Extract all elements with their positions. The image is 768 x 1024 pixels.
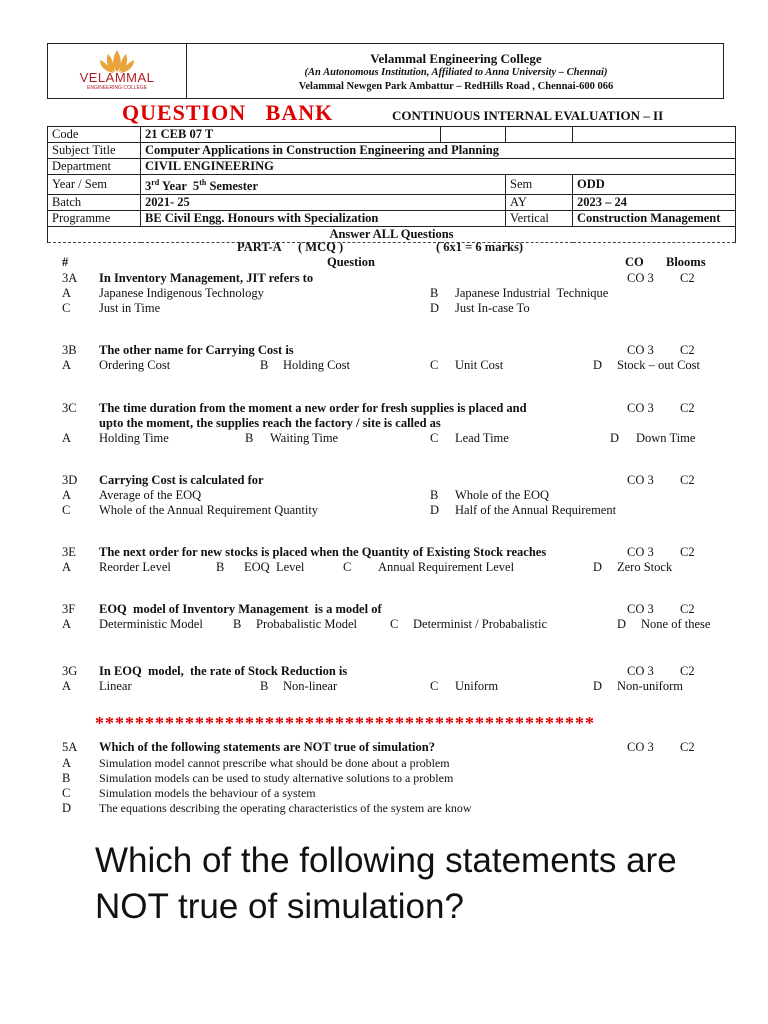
- col-blooms: Blooms: [666, 255, 706, 269]
- q3g-option-text: Uniform: [455, 679, 499, 693]
- q3f-option-key: C: [390, 617, 399, 631]
- q3c-option-text: Down Time: [636, 431, 696, 445]
- q3f-option-text: Deterministic Model: [99, 617, 203, 631]
- q5a-option-key: B: [62, 771, 71, 785]
- q3a-blooms: C2: [680, 271, 695, 285]
- q3g-text: In EOQ model, the rate of Stock Reduction is: [99, 664, 348, 678]
- code-value: 21 CEB 07 T: [141, 127, 441, 143]
- col-question: Question: [327, 255, 375, 269]
- q3e-option-key: B: [216, 560, 225, 574]
- q3b-option-key: B: [260, 358, 269, 372]
- q5a-co: CO 3: [627, 740, 654, 754]
- college-address: Velammal Newgen Park Ambattur – RedHills Road , Chennai-600 066: [298, 81, 614, 92]
- q3c-option-key: B: [245, 431, 254, 445]
- part-marks: ( 6x1 = 6 marks): [436, 240, 523, 254]
- q3c-number: 3C: [62, 401, 77, 415]
- batch-value: 2021- 25: [141, 195, 506, 211]
- part-label: PART-A: [237, 240, 282, 254]
- q3a-co: CO 3: [627, 271, 654, 285]
- q3b-option-key: A: [62, 358, 72, 372]
- q3d-blooms: C2: [680, 473, 695, 487]
- q3f-option-text: None of these: [641, 617, 711, 631]
- q3d-number: 3D: [62, 473, 78, 487]
- q3g-option-key: C: [430, 679, 439, 693]
- subject-label: Subject Title: [48, 143, 141, 159]
- q3g-option-text: Linear: [99, 679, 132, 693]
- college-logo: [48, 44, 187, 98]
- q5a-text: Which of the following statements are NOT true of simulation?: [99, 740, 435, 754]
- q3c-option-text: Waiting Time: [270, 431, 339, 445]
- q3a-option-text: Just in Time: [99, 301, 161, 315]
- q3e-blooms: C2: [680, 545, 695, 559]
- q5a-option-key: D: [62, 801, 72, 815]
- q3b-text: The other name for Carrying Cost is: [99, 343, 294, 357]
- q3g-option-key: D: [593, 679, 603, 693]
- q3e-option-text: Zero Stock: [617, 560, 673, 574]
- q3d-option-key: A: [62, 488, 72, 502]
- q3e-option-key: D: [593, 560, 603, 574]
- col-num: #: [62, 255, 69, 269]
- q5a-option-text: The equations describing the operating characteristics of the system are know: [99, 801, 472, 815]
- q3b-option-key: C: [430, 358, 439, 372]
- q3d-option-key: D: [430, 503, 440, 517]
- q3f-text: EOQ model of Inventory Management is a model of: [99, 602, 382, 616]
- q3f-option-key: D: [617, 617, 627, 631]
- subject-value: Computer Applications in Construction Engineering and Planning: [141, 143, 736, 159]
- programme-label: Programme: [48, 211, 141, 227]
- q5a-blooms: C2: [680, 740, 695, 754]
- q3b-number: 3B: [62, 343, 77, 357]
- q3a-option-key: C: [62, 301, 71, 315]
- q3g-option-key: B: [260, 679, 269, 693]
- q3d-option-text: Average of the EOQ: [99, 488, 202, 502]
- q3g-option-text: Non-linear: [283, 679, 338, 693]
- q3a-option-key: D: [430, 301, 440, 315]
- q3a-option-key: A: [62, 286, 72, 300]
- q3c-option-text: Lead Time: [455, 431, 509, 445]
- q3a-number: 3A: [62, 271, 78, 285]
- college-info: [188, 44, 724, 94]
- college-header: [47, 43, 724, 99]
- q3g-option-text: Non-uniform: [617, 679, 683, 693]
- dept-label: Department: [48, 159, 141, 175]
- doc-title: QUESTION BANK: [122, 100, 334, 125]
- q3b-co: CO 3: [627, 343, 654, 357]
- q3e-number: 3E: [62, 545, 76, 559]
- separator-stars: **************************************************: [95, 713, 595, 733]
- q3a-option-text: Just In-case To: [455, 301, 530, 315]
- sem-label: Sem: [506, 175, 573, 195]
- q5a-option-key: A: [62, 756, 72, 770]
- q3f-number: 3F: [62, 602, 76, 616]
- sem-value: ODD: [573, 175, 736, 195]
- q3c-option-key: D: [610, 431, 620, 445]
- ay-label: AY: [506, 195, 573, 211]
- q3c-text: The time duration from the moment a new order for fresh supplies is placed and: [99, 401, 527, 415]
- ay-value: 2023 – 24: [573, 195, 736, 211]
- q5a-option-text: Simulation models can be used to study alternative solutions to a problem: [99, 771, 454, 785]
- course-info-table: [47, 126, 736, 243]
- college-name: Velammal Engineering College: [370, 51, 542, 66]
- q3f-option-key: B: [233, 617, 242, 631]
- q3d-option-text: Whole of the EOQ: [455, 488, 550, 502]
- q3f-blooms: C2: [680, 602, 695, 616]
- q3b-option-text: Unit Cost: [455, 358, 504, 372]
- logo-subtext: ENGINEERING COLLEGE: [86, 85, 147, 91]
- q3a-text: In Inventory Management, JIT refers to: [99, 271, 314, 285]
- q3d-option-text: Whole of the Annual Requirement Quantity: [99, 503, 319, 517]
- q3b-option-text: Stock – out Cost: [617, 358, 700, 372]
- q3f-option-text: Determinist / Probabalistic: [413, 617, 548, 631]
- q3a-option-text: Japanese Indigenous Technology: [99, 286, 264, 300]
- large-caption: Which of the following statements are NOT true of simulation?: [95, 841, 677, 926]
- q3c-text-line2: upto the moment, the supplies reach the factory / site is called as: [99, 416, 441, 430]
- q3g-blooms: C2: [680, 664, 695, 678]
- q5a-option-text: Simulation model cannot prescribe what should be done about a problem: [99, 756, 450, 770]
- q3a-option-text: Japanese Industrial Technique: [455, 286, 609, 300]
- year-value: 3rd Year 5th Semester: [141, 175, 506, 195]
- programme-value: BE Civil Engg. Honours with Specialization: [141, 211, 506, 227]
- part-type: ( MCQ ): [298, 240, 344, 254]
- batch-label: Batch: [48, 195, 141, 211]
- q3d-co: CO 3: [627, 473, 654, 487]
- q3d-option-text: Half of the Annual Requirement: [455, 503, 617, 517]
- q3c-option-key: C: [430, 431, 439, 445]
- q3e-option-text: EOQ Level: [244, 560, 305, 574]
- col-co: CO: [625, 255, 644, 269]
- q5a-number: 5A: [62, 740, 78, 754]
- vertical-value: Construction Management: [573, 211, 736, 227]
- q3g-option-key: A: [62, 679, 72, 693]
- doc-subtitle: CONTINUOUS INTERNAL EVALUATION – II: [392, 108, 664, 123]
- q3c-blooms: C2: [680, 401, 695, 415]
- q3d-option-key: C: [62, 503, 71, 517]
- year-label: Year / Sem: [48, 175, 141, 195]
- q3e-option-text: Reorder Level: [99, 560, 171, 574]
- logo-text: VELAMMAL: [79, 70, 155, 85]
- q3d-option-key: B: [430, 488, 439, 502]
- q3e-co: CO 3: [627, 545, 654, 559]
- q3d-text: Carrying Cost is calculated for: [99, 473, 264, 487]
- q3b-blooms: C2: [680, 343, 695, 357]
- q3e-option-text: Annual Requirement Level: [378, 560, 515, 574]
- q3g-co: CO 3: [627, 664, 654, 678]
- dept-value: CIVIL ENGINEERING: [141, 159, 736, 175]
- q3e-text: The next order for new stocks is placed when the Quantity of Existing Stock reaches: [99, 545, 547, 559]
- q3g-number: 3G: [62, 664, 78, 678]
- q3c-co: CO 3: [627, 401, 654, 415]
- q3c-option-key: A: [62, 431, 72, 445]
- code-label: Code: [48, 127, 141, 143]
- college-status: (An Autonomous Institution, Affiliated to Anna University – Chennai): [304, 67, 608, 78]
- q3b-option-text: Ordering Cost: [99, 358, 171, 372]
- q3a-option-key: B: [430, 286, 439, 300]
- q3f-option-text: Probabalistic Model: [256, 617, 358, 631]
- q5a-option-text: Simulation models the behaviour of a system: [99, 786, 316, 800]
- q5a-option-key: C: [62, 786, 71, 800]
- q3c-option-text: Holding Time: [99, 431, 169, 445]
- q3f-option-key: A: [62, 617, 72, 631]
- q3e-option-key: C: [343, 560, 352, 574]
- q3e-option-key: A: [62, 560, 72, 574]
- vertical-label: Vertical: [506, 211, 573, 227]
- answer-all-note: Answer ALL Questions: [48, 227, 736, 243]
- q3b-option-text: Holding Cost: [283, 358, 351, 372]
- q3f-co: CO 3: [627, 602, 654, 616]
- q3b-option-key: D: [593, 358, 603, 372]
